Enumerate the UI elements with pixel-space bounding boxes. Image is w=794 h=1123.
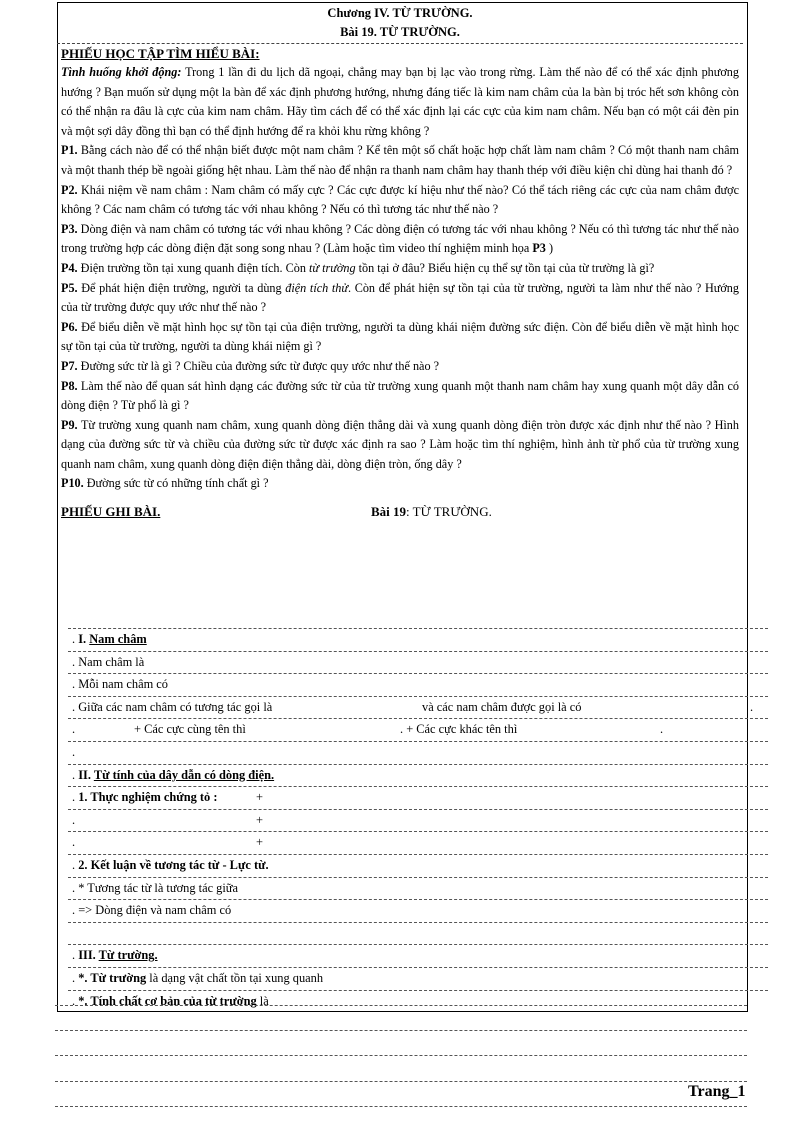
line-text: . Nam châm là bbox=[72, 654, 145, 669]
question-label: P1. bbox=[61, 143, 78, 158]
line-text: và các nam châm được gọi là có bbox=[422, 699, 582, 714]
section-heading: Từ tính của dây dẫn có dòng điện. bbox=[93, 767, 275, 782]
note-line bbox=[68, 651, 768, 674]
term-label: *. Tính chất cơ bản của từ trường bbox=[78, 993, 257, 1008]
note-line bbox=[68, 854, 768, 877]
question-text: Để phát hiện điện trường, người ta dùng bbox=[77, 280, 286, 295]
note-line bbox=[68, 877, 768, 900]
note-line bbox=[68, 628, 768, 651]
subsection-heading: 2. Kết luận về tương tác từ - Lực từ. bbox=[78, 857, 269, 872]
note-line bbox=[68, 741, 768, 764]
question-text: Khái niệm về nam châm : Nam châm có mấy cực ? Các cực được kí hiệu như thế nào? Có thể tách riêng các cực của nam châm được không ? Các nam châm có tương tác với nhau không ? Nếu có thì tương tác như thế nào ? bbox=[61, 182, 739, 217]
blank-line bbox=[55, 1055, 747, 1056]
note-line bbox=[68, 696, 768, 719]
line-marker: . bbox=[72, 948, 79, 963]
question-p8 bbox=[61, 377, 739, 416]
question-p4 bbox=[61, 259, 739, 279]
note-line bbox=[68, 809, 768, 832]
term-label: *. Từ trường bbox=[78, 970, 147, 985]
question-label: P7. bbox=[61, 358, 78, 373]
question-emphasis: điện tích thử bbox=[285, 280, 348, 295]
note-line bbox=[68, 764, 768, 787]
line-text: . Giữa các nam châm có tương tác gọi là bbox=[72, 699, 273, 714]
question-text-tail: . Còn để phát hiện sự tồn tại của từ trường, người ta làm như thế nào ? Hướng của từ trường được quy ước như thế nào ? bbox=[61, 280, 739, 315]
question-p1 bbox=[61, 141, 739, 180]
line-marker: . bbox=[72, 993, 79, 1008]
question-text: Để biểu diễn về mặt hình học sự tồn tại của điện trường, người ta dùng khái niệm đường sức điện. Còn để biểu diễn về mặt hình học sự tồn tại của từ trường, người ta dùng khái niệm gì ? bbox=[61, 319, 739, 354]
question-text-tail: tồn tại ở đâu? Biểu hiện cụ thể sự tồn tại của từ trường là gì? bbox=[355, 260, 655, 275]
question-p5 bbox=[61, 279, 739, 318]
question-text: Đường sức từ là gì ? Chiều của đường sức từ được quy ước như thế nào ? bbox=[77, 358, 439, 373]
chapter-title: Chương IV. TỪ TRƯỜNG. bbox=[327, 6, 473, 20]
line-text: là bbox=[256, 993, 269, 1008]
page-number: Trang_1 bbox=[688, 1083, 746, 1100]
line-text: . + Các cực khác tên thì bbox=[400, 722, 518, 737]
line-marker: . bbox=[72, 632, 79, 646]
section-number: II. bbox=[78, 767, 94, 782]
question-label: P5. bbox=[61, 280, 78, 295]
line-text: . Mỗi nam châm có bbox=[72, 677, 169, 692]
notes-lines bbox=[68, 628, 768, 1012]
question-p9 bbox=[61, 416, 739, 475]
question-label: P6. bbox=[61, 319, 78, 334]
question-p7 bbox=[61, 357, 739, 377]
section-number: I. bbox=[78, 632, 90, 646]
note-line bbox=[68, 990, 768, 1013]
line-marker: . bbox=[72, 970, 79, 985]
note-line bbox=[68, 718, 768, 741]
line-marker: . bbox=[72, 835, 76, 850]
situation-paragraph bbox=[61, 63, 739, 141]
question-p3 bbox=[61, 220, 739, 259]
question-emphasis: từ trường bbox=[308, 260, 356, 275]
notes-header bbox=[61, 502, 739, 522]
subsection-heading: 1. Thực nghiệm chứng tỏ : bbox=[78, 790, 218, 805]
question-label: P4. bbox=[61, 260, 78, 275]
line-marker: . bbox=[72, 790, 79, 805]
question-text-tail: ) bbox=[545, 241, 554, 256]
line-text: . * Tương tác từ là tương tác giữa bbox=[72, 880, 239, 895]
question-label: P10. bbox=[61, 476, 84, 491]
question-label: P9. bbox=[61, 417, 78, 432]
question-label: P3. bbox=[61, 221, 78, 236]
line-marker: . bbox=[72, 767, 79, 782]
situation-label: Tình huống khởi động: bbox=[61, 65, 182, 79]
section-heading: Nam châm bbox=[89, 632, 147, 646]
note-line bbox=[68, 786, 768, 809]
question-text: Bằng cách nào để có thể nhận biết được một nam châm ? Kể tên một số chất hoặc hợp chất làm nam châm ? Có một thanh nam châm và một thanh thép bề ngoài giống hệt nhau. Làm thế nào để nhận ra thanh nam châm hay thanh thép với điều kiện chỉ dùng hai thanh đó ? bbox=[61, 143, 739, 177]
question-text: Dòng điện và nam châm có tương tác với nhau không ? Các dòng điện có tương tác với nhau không ? Nếu có thì tương tác như thế nào trong trường hợp các dòng điện đặt song song nhau ? (Làm hoặc tìm video thí nghiệm minh họa bbox=[61, 221, 739, 256]
line-text: . bbox=[660, 722, 664, 737]
line-text: . bbox=[750, 699, 754, 714]
question-label: P8. bbox=[61, 378, 78, 393]
note-line bbox=[68, 967, 768, 990]
question-text: Làm thế nào để quan sát hình dạng các đường sức từ của từ trường xung quanh một thanh nam châm hay xung quanh một dây dẫn có dòng điện ? Từ phổ là gì ? bbox=[61, 378, 739, 413]
question-p6 bbox=[61, 318, 739, 357]
blank-line bbox=[55, 1106, 747, 1107]
line-marker: . bbox=[72, 744, 76, 759]
question-text: Điện trường tồn tại xung quanh điện tích. Còn bbox=[77, 260, 309, 275]
note-line bbox=[68, 899, 768, 922]
question-text: Từ trường xung quanh nam châm, xung quanh dòng điện thẳng dài và xung quanh dòng điện tròn được xác định như thế nào ? Hình dạng của đường sức từ và chiều của đường sức từ được xác định ra sao ? Làm hoặc tìm thí nghiệm, hình ảnh từ phổ của từ trường xung quanh nam châm, xung quanh dòng điện điện thẳng dài, dòng điện tròn, ống dây ? bbox=[61, 417, 739, 471]
question-text: Đường sức từ có những tính chất gì ? bbox=[83, 476, 269, 491]
question-p10 bbox=[61, 474, 739, 494]
line-text: + bbox=[256, 812, 263, 827]
line-text: + bbox=[256, 835, 263, 850]
line-text: . => Dòng điện và nam châm có bbox=[72, 903, 232, 918]
blank-line bbox=[55, 1081, 747, 1082]
blank-line bbox=[55, 1030, 747, 1031]
question-ref: P3 bbox=[532, 241, 546, 256]
line-marker: . bbox=[72, 812, 76, 827]
question-p2 bbox=[61, 181, 739, 220]
line-marker: . bbox=[72, 857, 79, 872]
line-text: + Các cực cùng tên thì bbox=[134, 722, 246, 737]
note-line bbox=[68, 922, 768, 945]
note-line bbox=[68, 831, 768, 854]
note-line bbox=[68, 673, 768, 696]
note-line bbox=[68, 944, 768, 967]
section-number: III. bbox=[78, 948, 99, 963]
notes-lesson bbox=[371, 502, 492, 522]
notes-lesson-label: Bài 19 bbox=[371, 504, 407, 520]
blank-line bbox=[55, 1005, 747, 1006]
line-marker: . bbox=[72, 722, 76, 737]
worksheet-title: PHIẾU HỌC TẬP TÌM HIỂU BÀI: bbox=[61, 46, 260, 61]
section-heading: Từ trường. bbox=[98, 948, 158, 963]
lesson-title: Bài 19. TỪ TRƯỜNG. bbox=[340, 25, 460, 39]
situation-text: Trong 1 lần đi du lịch dã ngoại, chẳng may bạn bị lạc vào trong rừng. Làm thế nào để có thể xác định phương hướng ? Bạn muốn sử dụng một la bàn để xác định phương hướng, nhưng đáng tiếc là kim nam châm của la bàn bị tróc hết sơn không còn có thể nhận ra đâu là cực của kim nam châm. Hãy tìm cách để có thể xác định lại các cực của kim nam châm. Nếu bạn có một cái đèn pin và một sợi dây đồng thì bạn có thể định hướng để ra khỏi khu rừng không ? bbox=[61, 65, 739, 138]
notes-title: PHIẾU GHI BÀI. bbox=[61, 504, 161, 520]
notes-lesson-rest: : TỪ TRƯỜNG. bbox=[406, 504, 492, 520]
line-text: + bbox=[256, 790, 263, 805]
line-text: là dạng vật chất tồn tại xung quanh bbox=[146, 970, 324, 985]
question-label: P2. bbox=[61, 182, 78, 197]
worksheet-content bbox=[61, 4, 739, 522]
